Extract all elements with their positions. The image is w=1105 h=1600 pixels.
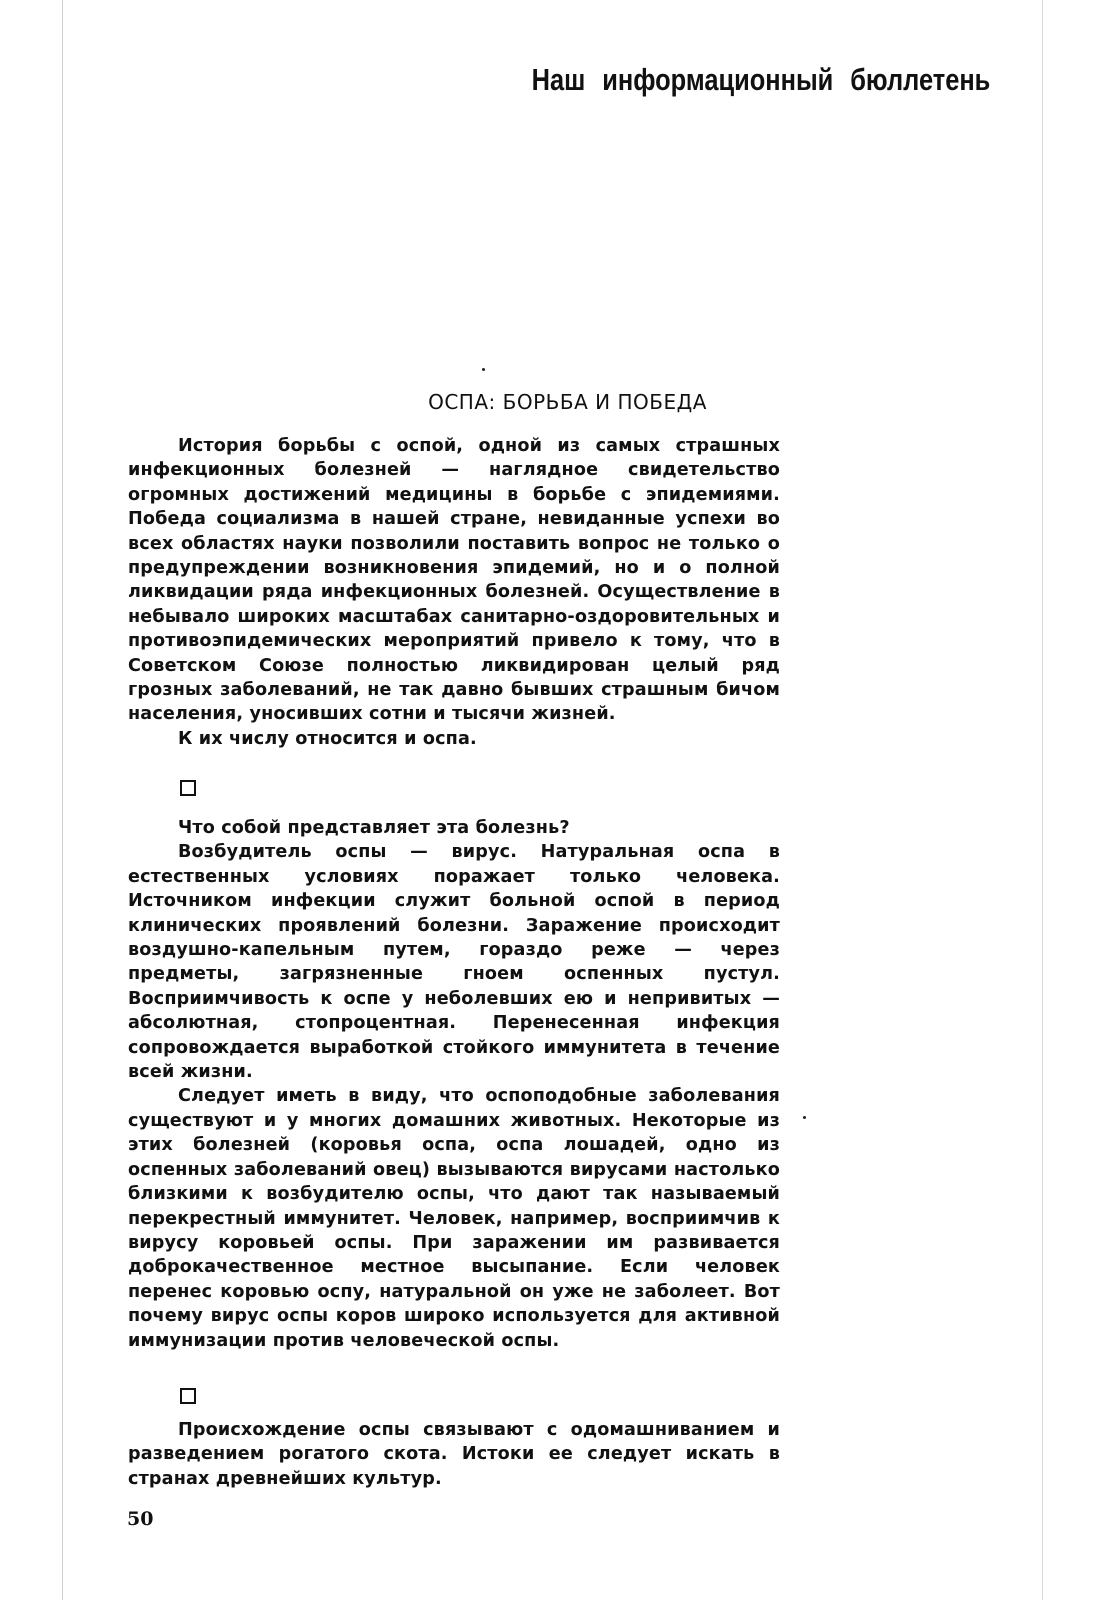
article-section-2 (128, 816, 780, 1353)
article-section-1 (128, 434, 780, 751)
print-speck (482, 368, 485, 371)
section-square-marker (180, 1388, 196, 1404)
paragraph: История борьбы с оспой, одной из самых страшных инфекционных болезней — наглядное свидетельство огромных достижений медицины в борьбе с эпидемиями. Победа социализма в нашей стране, невиданные успехи во всех областях науки позволили поставить вопрос не только о предупреждении возникновения эпидемий, но и о полной ликвидации ряда инфекционных болезней. Осуществление в небывало широких масштабах санитарно-оздоровительных и противоэпидемических мероприятий привело к тому, что в Советском Союзе полностью ликвидирован целый ряд грозных заболеваний, не так давно бывших страшным бичом населения, уносивших сотни и тысячи жизней. (128, 436, 780, 725)
page-edge-right (1042, 0, 1043, 1600)
print-speck (803, 1116, 806, 1119)
paragraph: Возбудитель оспы — вирус. Натуральная оспа в естественных условиях поражает только человека. Источником инфекции служит больной оспой в период клинических проявлений болезни. Заражение происходит воздушно-капельным путем, гораздо реже — через предметы, загрязненные гноем оспенных пустул. Восприимчивость к оспе у неболевших ею и непривитых — абсолютная, стопроцентная. Перенесенная инфекция сопровождается выработкой стойкого иммунитета в течение всей жизни. (128, 842, 780, 1083)
article-section-3 (128, 1418, 780, 1491)
section-divider-1 (128, 780, 780, 796)
paragraph: Происхождение оспы связывают с одомашниванием и разведением рогатого скота. Истоки ее следует искать в странах древнейших культур. (128, 1420, 780, 1489)
page-number: 50 (127, 1508, 154, 1530)
article-title: ОСПА: БОРЬБА И ПОБЕДА (428, 390, 707, 414)
paragraph: К их числу относится и оспа. (178, 728, 477, 749)
bulletin-header-title: Наш информационный бюллетень (531, 62, 990, 97)
section-divider-2 (128, 1388, 780, 1404)
section-square-marker (180, 780, 196, 796)
paragraph: Что собой представляет эта болезнь? (178, 818, 570, 838)
paragraph: Следует иметь в виду, что оспоподобные заболевания существуют и у многих домашних животных. Некоторые из этих болезней (коровья оспа, оспа лошадей, одно из оспенных заболеваний овец) вызываются вирусами настолько близкими к возбудителю оспы, что дают так называемый перекрестный иммунитет. Человек, например, восприимчив к вирусу коровьей оспы. При заражении им развивается доброкачественное местное высыпание. Если человек перенес коровью оспу, натуральной он уже не заболеет. Вот почему вирус оспы коров широко используется для активной иммунизации против человеческой оспы. (128, 1086, 780, 1351)
page-edge-left (62, 0, 63, 1600)
